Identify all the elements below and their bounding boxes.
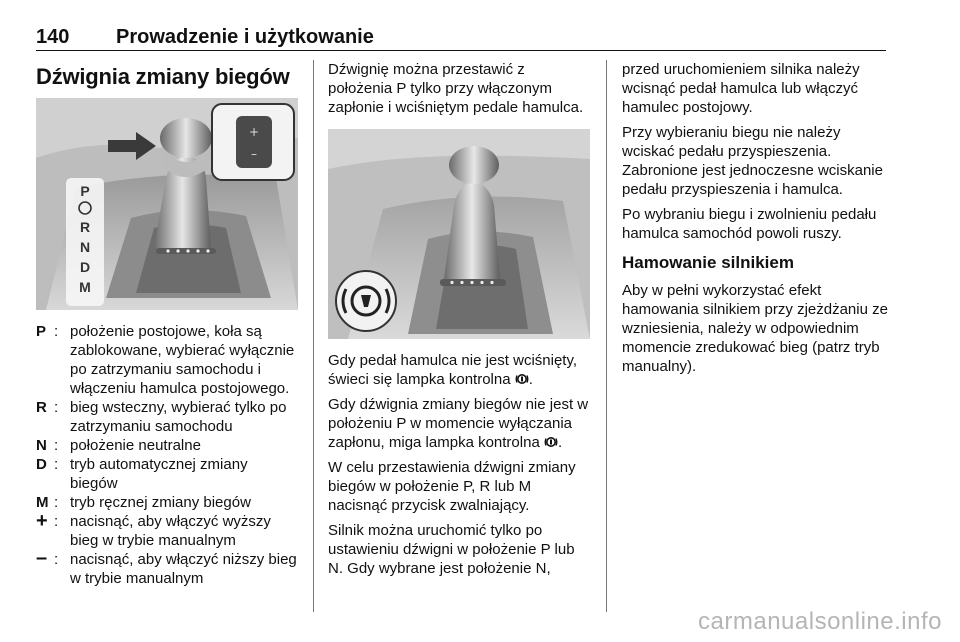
paragraph-release-button: W celu przestawienia dźwigni zmiany biegów w położenie P, R lub M nacisnąć przycisk zwalniający. <box>328 459 576 514</box>
paragraph-lamp-lit: Gdy pedał hamulca nie jest wciśnięty, świeci się lampka kontrolna . <box>328 352 578 388</box>
svg-text:–: – <box>251 147 257 161</box>
fig1-letter-r: R <box>79 219 91 235</box>
paragraph-engine-start: Silnik można uruchomić tylko po ustawieniu dźwigni w położenie P lub N. Gdy wybrane jest położenie N, <box>328 522 575 577</box>
section-title: Dźwignia zmiany biegów <box>36 64 290 89</box>
legend-item: D : tryb automatycznej zmiany biegów <box>36 455 298 493</box>
column-divider <box>313 60 314 612</box>
column-2 <box>328 60 590 584</box>
chapter-title: Prowadzenie i użytkowanie <box>116 26 374 48</box>
page-number: 140 <box>36 26 70 48</box>
svg-text:+: + <box>248 125 260 139</box>
legend-text: położenie neutralne <box>70 437 201 454</box>
column-divider <box>606 60 607 612</box>
brake-warning-lamp-icon <box>544 435 558 449</box>
gear-lever-figure <box>36 98 298 310</box>
column-3 <box>622 60 890 382</box>
legend-text: nacisnąć, aby włączyć niższy bieg w trybie manualnym <box>70 551 297 587</box>
paragraph-engine-braking: Aby w pełni wykorzystać efekt hamowania silnikiem przy zjeżdżaniu ze wzniesienia, należy w odpowiednim momencie zredukować bieg (patrz tryb manualny). <box>622 282 888 375</box>
intro-paragraph: Dźwignię można przestawić z położenia P tylko przy włączonym zapłonie i wciśniętym pedale hamulca. <box>328 61 584 116</box>
legend-text: bieg wsteczny, wybierać tylko po zatrzymaniu samochodu <box>70 399 287 435</box>
paragraph-no-accelerator: Przy wybieraniu biegu nie należy wciskać pedału przyspieszenia. Zabronione jest jednoczesne wciskanie pedału przyspieszenia i hamulca. <box>622 124 883 198</box>
plus-icon: + <box>36 510 48 532</box>
paragraph-creep: Po wybraniu biegu i zwolnieniu pedału hamulca samochód powoli ruszy. <box>622 206 877 242</box>
legend-key: D <box>36 456 47 473</box>
legend-text: nacisnąć, aby włączyć wyższy bieg w trybie manualnym <box>70 513 271 549</box>
legend-text: tryb automatycznej zmiany biegów <box>70 456 248 492</box>
brake-lamp-figure <box>328 129 590 339</box>
column-1 <box>36 60 298 588</box>
fig1-letter-m: M <box>79 279 91 295</box>
fig1-letter-d: D <box>79 259 91 275</box>
legend-key: P <box>36 323 47 340</box>
fig1-letter-p: P <box>80 183 90 199</box>
p-lamp-blink-text: Gdy dźwignia zmiany biegów nie jest w położeniu P w momencie wyłączania zapłonu, miga lampka kontrolna <box>328 396 589 451</box>
subsection-title: Hamowanie silnikiem <box>622 253 794 272</box>
legend-key: M <box>36 494 49 511</box>
legend-item: P : położenie postojowe, koła są zablokowane, wybierać wyłącznie po zatrzymaniu samochodu i włączeniu hamulca postojowego. <box>36 322 298 398</box>
brake-warning-lamp-icon <box>515 372 529 386</box>
legend-item: + : nacisnąć, aby włączyć wyższy bieg w trybie manualnym <box>36 512 298 550</box>
legend-item: N : położenie neutralne <box>36 436 298 455</box>
legend-key: R <box>36 399 47 416</box>
footer-brand: carmanualsonline.info <box>698 608 942 635</box>
legend-item: R : bieg wsteczny, wybierać tylko po zatrzymaniu samochodu <box>36 398 298 436</box>
minus-icon: – <box>36 547 48 569</box>
legend-item: – : nacisnąć, aby włączyć niższy bieg w trybie manualnym <box>36 547 297 587</box>
paragraph-brake-before-start: przed uruchomieniem silnika należy wcisnąć pedał hamulca lub włączyć hamulec postojowy. <box>622 61 860 116</box>
p-lamp-lit-text: Gdy pedał hamulca nie jest wciśnięty, świeci się lampka kontrolna <box>328 352 578 388</box>
paragraph-lamp-blink: Gdy dźwignia zmiany biegów nie jest w położeniu P w momencie wyłączania zapłonu, miga lampka kontrolna . <box>328 396 589 451</box>
legend-text: tryb ręcznej zmiany biegów <box>70 494 251 511</box>
legend-list <box>36 322 298 588</box>
legend-item: M : tryb ręcznej zmiany biegów <box>36 493 298 512</box>
page-header <box>36 26 886 51</box>
legend-text: położenie postojowe, koła są zablokowane, wybierać wyłącznie po zatrzymaniu samochodu i włączeniu hamulca postojowego. <box>70 323 295 397</box>
legend-key: N <box>36 437 47 454</box>
fig1-letter-n: N <box>79 239 91 255</box>
